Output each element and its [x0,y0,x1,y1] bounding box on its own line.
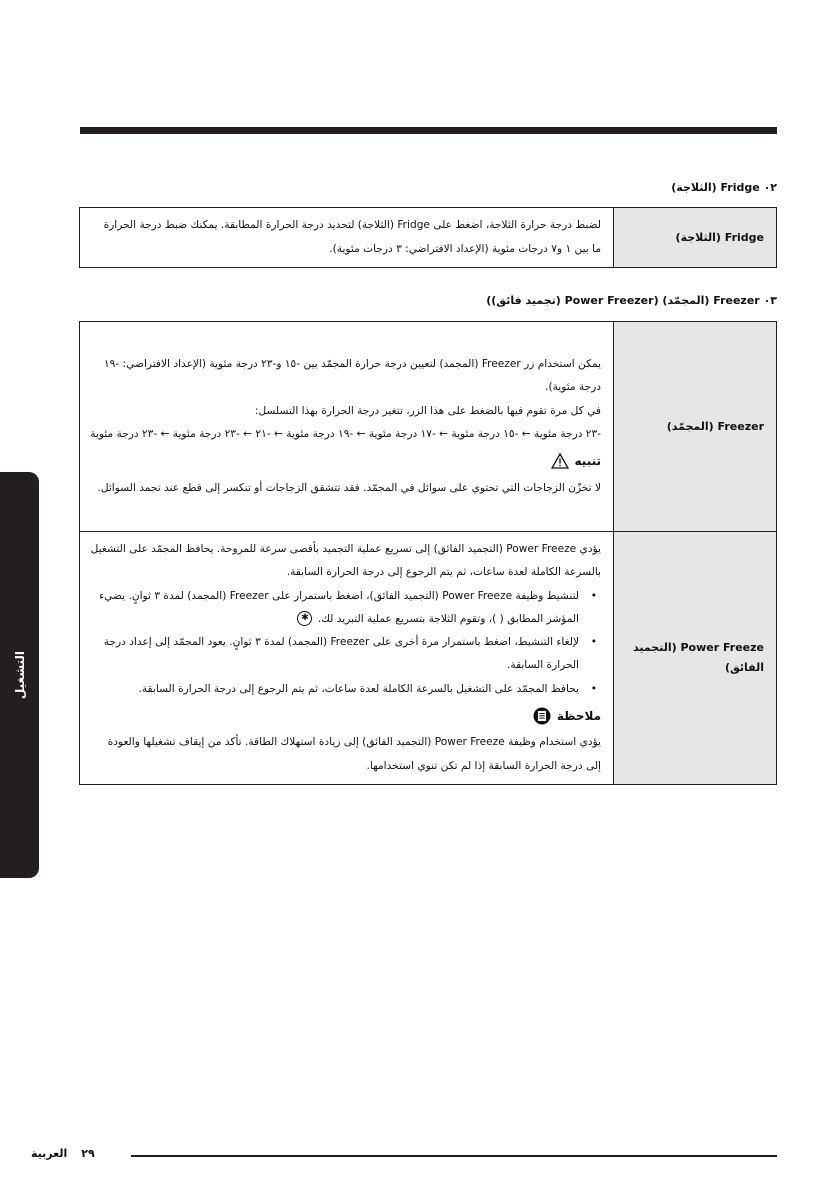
freezer-intro: يمكن استخدام زر Freezer (المجمد) لتعيين درجة حرارة المجمّد بين -١٥ و-٢٣ درجة مئوية (الإعداد الافتراضي: -١٩ درجة مئوية). [103,358,601,394]
caution-text: لا تخزّن الزجاجات التي تحتوي على سوائل في المجمّد. فقد تتشقق الزجاجات أو تنكسر إلى قطع عند تجمد السوائل. [97,481,601,494]
freezer-sequence: -٢٣ درجة مئوية ← -١٥ درجة مئوية ← -١٧ درجة مئوية ← -١٩ درجة مئوية ← -٢١ ← -٢٣ درجة مئوية ← -٢٣ درجة مئوية [90,427,601,440]
warning-triangle-icon [551,453,569,469]
freezer-table [79,321,777,785]
note-title: ملاحظة [556,709,601,724]
side-section-tab [0,472,39,878]
fridge-description [80,208,614,268]
note-callout [90,703,601,729]
fridge-section-heading: ٠٢ Fridge (الثلاجة) [671,181,777,194]
snowflake-indicator-icon: ✱ [297,611,312,626]
note-text: يؤدي استخدام وظيفة Power Freeze (التجميد الفائق) إلى زيادة استهلاك الطاقة. تأكد من إيقاف تشغيلها والعودة إلى درجة الحرارة السابقة إذا لم تكن تنوي استخدامها. [107,736,601,772]
freezer-sequence-intro: في كل مرة تقوم فيها بالضغط على هذا الزر، تتغير درجة الحرارة بهذا التسلسل: [254,404,601,417]
power-freeze-label: Power Freeze (التجميد الفائق) [614,532,777,785]
note-document-icon [533,707,551,725]
caution-callout [90,448,601,474]
footer-rule [131,1155,777,1157]
power-freeze-intro: يؤدي Power Freeze (التجميد الفائق) إلى تسريع عملية التجميد بأقصى سرعة للمروحة. يحافظ المجمّد على التشغيل بالسرعة الكاملة لعدة ساعات، ثم يتم الرجوع إلى درجة الحرارة السابقة. [90,543,601,579]
footer-page-number: ٢٩ [81,1147,95,1160]
side-tab-label: التشغيل [12,650,27,700]
bullet-activate: • لتنشيط وظيفة Power Freeze (التجميد الفائق)، اضغط باستمرار على Freezer (المجمد) لمدة ٣ ثوانٍ. يضيء المؤشر المطابق ( )، وتقوم الثلاجة بتسريع عملية التبريد لك. ✱ [90,585,601,632]
freezer-description [80,322,614,532]
fridge-line-2: ما بين ١ و٧ درجات مئوية (الإعداد الافتراضي: ٣ درجات مئوية). [329,242,601,255]
footer [31,1147,95,1160]
power-freeze-bullets [90,585,601,701]
footer-language: العربية [31,1147,68,1160]
fridge-line-1: لضبط درجة حرارة الثلاجة، اضغط على Fridge (الثلاجة) لتحديد درجة الحرارة المطابقة. يمكنك ضبط درجة الحرارة [103,219,601,232]
fridge-table [79,207,777,268]
bullet-full-speed: • يحافظ المجمّد على التشغيل بالسرعة الكاملة لعدة ساعات، ثم يتم الرجوع إلى درجة الحرارة السابقة. [90,678,601,701]
bullet-deactivate: • لإلغاء التنشيط، اضغط باستمرار مرة أخرى على Freezer (المجمد) لمدة ٣ ثوانٍ. يعود المجمّد إلى إعداد درجة الحرارة السابقة. [90,631,601,678]
top-rule [80,127,777,134]
freezer-label: Freezer (المجمّد) [614,322,777,532]
power-freeze-description [80,532,614,785]
freezer-section-heading: ٠٣ Freezer (المجمّد) (Power Freezer (تجميد فائق)) [486,294,777,307]
caution-title: تنبيه [574,454,601,469]
fridge-label: Fridge (الثلاجة) [614,208,777,268]
